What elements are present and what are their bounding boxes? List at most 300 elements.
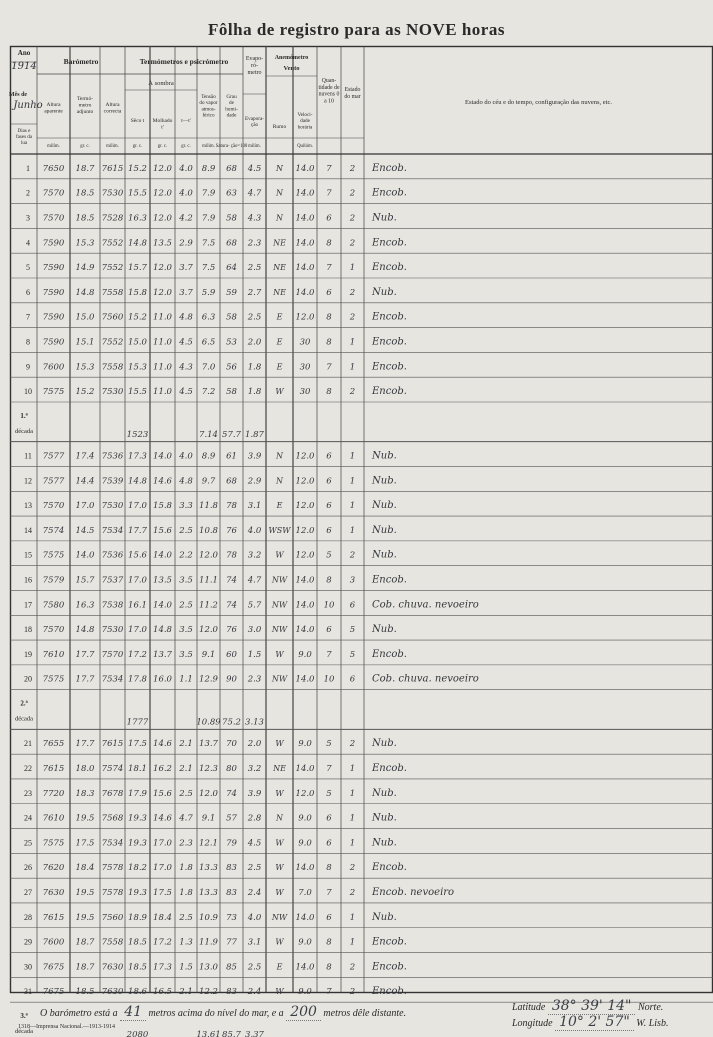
cell-value: 15.5: [128, 188, 147, 199]
cell-value: 13.7: [153, 649, 172, 660]
cell-value: 12.0: [199, 625, 218, 636]
cell-value: 7600: [42, 362, 65, 373]
cell-value: 12.2: [199, 987, 218, 998]
cell-value: 7537: [101, 575, 124, 586]
cell-value: 2: [349, 863, 356, 874]
cell-value: 9.7: [201, 476, 216, 487]
cell-value: 83: [226, 863, 237, 874]
sky-note: Encob.: [372, 961, 407, 973]
cell-value: 9.0: [298, 987, 312, 998]
cell-value: 7615: [101, 739, 124, 750]
cell-value: 1.8: [247, 362, 262, 373]
cell-value: 12.0: [153, 263, 172, 274]
cell-value: 7.5: [201, 263, 216, 274]
cell-value: 13.3: [199, 863, 218, 874]
decade-value: 3.37: [245, 1030, 264, 1037]
unit-label: gr. c.: [157, 144, 168, 149]
cell-value: 12.0: [295, 525, 315, 536]
cell-value: 15.7: [128, 263, 147, 274]
cell-value: 2.5: [247, 863, 262, 874]
cell-value: 2.3: [247, 238, 262, 249]
cell-value: 14.6: [153, 476, 172, 487]
cell-value: 7560: [101, 912, 124, 923]
cell-value: 2.5: [247, 312, 262, 323]
cell-value: 19.5: [75, 912, 95, 923]
cell-value: W: [275, 649, 284, 659]
cell-value: 15.6: [153, 525, 172, 536]
cell-value: 2.3: [179, 838, 193, 849]
cell-value: 14.0: [295, 764, 315, 775]
cell-value: 1.3: [179, 937, 193, 948]
evaporometro-header: Evapo-ró-metro: [245, 56, 264, 76]
cell-value: 30: [299, 337, 311, 348]
cell-value: 7.2: [201, 387, 216, 398]
cell-value: 9.0: [298, 649, 312, 660]
sky-note: Nub.: [372, 524, 397, 536]
day-number: 12: [24, 476, 32, 486]
cell-value: 15.2: [75, 387, 95, 398]
cell-value: 68: [226, 238, 237, 249]
sky-note: Encob.: [372, 386, 407, 398]
sky-note: Nub.: [372, 624, 397, 636]
cell-value: 2: [349, 550, 356, 561]
cell-value: 19.5: [75, 888, 95, 899]
cell-value: 11.0: [153, 312, 172, 323]
cell-value: 14.6: [153, 739, 172, 750]
cell-value: 5: [349, 625, 356, 636]
sky-note: Encob.: [372, 648, 407, 660]
cell-value: 15.0: [75, 312, 95, 323]
cell-value: 7579: [42, 575, 65, 586]
cell-value: 14.0: [295, 238, 315, 249]
decade-value: 85.7: [222, 1030, 241, 1037]
cell-value: 2: [349, 238, 356, 249]
cell-value: 2: [349, 739, 356, 750]
cell-value: 14.6: [153, 813, 172, 824]
day-number: 30: [24, 962, 32, 972]
cell-value: 5.7: [247, 600, 262, 611]
cell-value: 7575: [42, 387, 65, 398]
cell-value: 68: [226, 163, 237, 174]
cell-value: 2.1: [179, 764, 193, 775]
cell-value: 7558: [101, 362, 124, 373]
cell-value: 2.5: [179, 600, 193, 611]
cell-value: 3.5: [179, 625, 193, 636]
cell-value: NE: [273, 263, 286, 273]
cell-value: 7615: [42, 764, 65, 775]
cell-value: 5: [349, 649, 356, 660]
cell-value: 7.0: [298, 888, 312, 899]
cell-value: 3.1: [247, 501, 262, 512]
day-number: 24: [24, 813, 32, 823]
day-number: 8: [26, 337, 30, 347]
cell-value: 7: [326, 362, 332, 373]
decade-label: década: [14, 715, 34, 723]
cell-value: 12.0: [199, 550, 218, 561]
day-number: 21: [24, 739, 32, 749]
page-title: Fôlha de registro para as NOVE horas: [208, 20, 505, 39]
cell-value: 1: [349, 451, 356, 462]
cell-value: 12.0: [153, 287, 172, 298]
cell-value: 1.5: [179, 962, 193, 973]
cell-value: 7: [326, 188, 332, 199]
cell-value: 2.8: [247, 813, 262, 824]
anemometro-header: Anemómetro: [274, 55, 309, 61]
cell-value: 5.9: [201, 287, 216, 298]
cell-value: 2.5: [179, 788, 193, 799]
cell-value: 7530: [101, 501, 124, 512]
cell-value: 7570: [101, 649, 124, 660]
unit-label: gr. c.: [80, 144, 90, 149]
cell-value: 3.1: [247, 937, 262, 948]
cell-value: 1: [349, 788, 356, 799]
cell-value: 1: [349, 912, 356, 923]
sky-note: Encob.: [372, 574, 407, 586]
cell-value: 73: [226, 912, 237, 923]
cell-value: 15.2: [128, 312, 147, 323]
cell-value: 17.3: [153, 962, 172, 973]
baro-text-2: metros acima do nível do mar, e a: [148, 1008, 284, 1019]
cell-value: 16.5: [153, 987, 172, 998]
cell-value: 7568: [101, 813, 124, 824]
cell-value: 4.0: [247, 525, 262, 536]
termometros-header: Termómetros e psicrómetro: [139, 57, 229, 66]
cell-value: 30: [299, 362, 311, 373]
cell-value: 2.4: [247, 888, 262, 899]
cell-value: 3.7: [179, 263, 193, 274]
sky-note: Nub.: [372, 812, 397, 824]
sky-note: Cob. chuva. nevoeiro: [372, 673, 479, 685]
cell-value: 2.0: [247, 739, 262, 750]
decade-value: 1777: [126, 717, 149, 728]
day-number: 3: [26, 213, 30, 223]
cell-value: 7574: [101, 764, 124, 775]
cell-value: 7630: [101, 987, 124, 998]
cell-value: 13.5: [153, 238, 172, 249]
cell-value: N: [276, 188, 283, 198]
sky-note: Encob.: [372, 763, 407, 775]
cell-value: 8: [326, 962, 332, 973]
cell-value: 1: [349, 337, 356, 348]
cell-value: 17.7: [75, 739, 95, 750]
cell-value: 14.8: [153, 625, 172, 636]
cell-value: 14.9: [75, 263, 95, 274]
sky-note: Encob.: [372, 336, 407, 348]
cell-value: 14.0: [295, 600, 315, 611]
baro-text-3: metros dêle distante.: [323, 1008, 407, 1019]
cell-value: 17.2: [128, 649, 147, 660]
cell-value: 7575: [42, 550, 65, 561]
cell-value: 7630: [42, 888, 65, 899]
cell-value: 18.5: [128, 962, 147, 973]
mes-value: Junho: [13, 100, 43, 111]
cell-value: 4.8: [179, 312, 193, 323]
baro-col-correcta: Altura correcta: [103, 102, 122, 115]
cell-value: 13.5: [153, 575, 172, 586]
cell-value: 80: [226, 764, 237, 775]
cell-value: 7580: [42, 600, 65, 611]
cell-value: 7615: [101, 163, 124, 174]
day-number: 22: [24, 764, 32, 774]
cell-value: 18.0: [75, 764, 95, 775]
sky-note: Nub.: [372, 475, 397, 487]
cell-value: 18.9: [128, 912, 147, 923]
cell-value: 4.3: [247, 213, 262, 224]
cell-value: E: [276, 337, 283, 347]
cell-value: 7534: [101, 838, 124, 849]
cell-value: N: [276, 451, 283, 461]
decade-value: 13.61: [196, 1030, 221, 1037]
cell-value: NW: [271, 600, 288, 610]
cell-value: 14.0: [295, 163, 315, 174]
cell-value: 4.5: [179, 337, 193, 348]
cell-value: 18.5: [75, 987, 95, 998]
cell-value: 7: [326, 163, 332, 174]
cell-value: 2: [349, 312, 356, 323]
cell-value: 7720: [42, 788, 65, 799]
cell-value: 59: [226, 287, 237, 298]
cell-value: 7575: [42, 838, 65, 849]
cell-value: N: [276, 476, 283, 486]
cell-value: 9.0: [298, 937, 312, 948]
cell-value: 76: [226, 525, 237, 536]
cell-value: 5: [326, 788, 332, 799]
cell-value: 14.8: [75, 287, 95, 298]
day-number: 6: [26, 287, 30, 297]
cell-value: 10.9: [199, 912, 218, 923]
cell-value: 7675: [42, 987, 65, 998]
cell-value: W: [275, 937, 284, 947]
cell-value: 4.0: [179, 451, 193, 462]
cell-value: 4.3: [179, 362, 193, 373]
cell-value: NE: [273, 287, 286, 297]
baro-height: 41: [120, 1004, 146, 1021]
day-number: 18: [24, 625, 32, 635]
cell-value: 8: [326, 575, 332, 586]
cell-value: 2.5: [179, 525, 193, 536]
cell-value: 3.5: [179, 649, 193, 660]
cell-value: 7528: [101, 213, 124, 224]
cell-value: 11.1: [199, 575, 218, 586]
cell-value: 16.0: [153, 674, 172, 685]
cell-value: 7590: [42, 312, 65, 323]
cell-value: 17.5: [153, 888, 172, 899]
cell-value: 56: [226, 362, 237, 373]
cell-value: 7558: [101, 287, 124, 298]
cell-value: 4.7: [247, 575, 262, 586]
cell-value: 7538: [101, 600, 124, 611]
cell-value: 17.7: [128, 525, 147, 536]
cell-value: 8: [326, 937, 332, 948]
sky-note: Encob.: [372, 187, 407, 199]
cell-value: 53: [226, 337, 237, 348]
cell-value: 6: [326, 838, 332, 849]
cell-value: 2: [349, 213, 356, 224]
cell-value: 12.0: [295, 788, 315, 799]
unit-label: Satura- ção=100: [215, 144, 248, 149]
cell-value: 2: [349, 188, 356, 199]
cell-value: 2.4: [247, 987, 262, 998]
cell-value: 83: [226, 987, 237, 998]
cell-value: 90: [226, 674, 237, 685]
cell-value: 1: [349, 501, 356, 512]
cell-value: 3.7: [179, 287, 193, 298]
longitude-dir: W. Lisb.: [636, 1018, 669, 1029]
cell-value: 14.0: [153, 451, 172, 462]
cell-value: 18.7: [75, 937, 95, 948]
cell-value: 7590: [42, 238, 65, 249]
cell-value: 7558: [101, 937, 124, 948]
cell-value: 83: [226, 888, 237, 899]
cell-value: 14.4: [75, 476, 95, 487]
cell-value: 13.7: [199, 739, 218, 750]
vento-header: Vento: [283, 65, 300, 72]
baro-col-aparente: Altura aparente: [44, 102, 63, 115]
cell-value: 15.0: [128, 337, 147, 348]
cell-value: 85: [226, 962, 237, 973]
cell-value: 4.5: [247, 163, 262, 174]
cell-value: 10.8: [199, 525, 218, 536]
cell-value: 15.8: [128, 287, 147, 298]
cell-value: 7610: [42, 813, 65, 824]
cell-value: 15.3: [75, 362, 95, 373]
cell-value: 18.3: [75, 788, 95, 799]
cell-value: 7: [326, 764, 332, 775]
cell-value: 74: [226, 575, 237, 586]
ano-label: Ano: [17, 49, 31, 57]
cell-value: 8: [326, 387, 332, 398]
cell-value: 16.2: [153, 764, 172, 775]
cell-value: 18.4: [75, 863, 95, 874]
cell-value: 6: [326, 813, 332, 824]
cell-value: 14.0: [295, 213, 315, 224]
cell-value: 12.0: [295, 451, 315, 462]
cell-value: 15.6: [153, 788, 172, 799]
cell-value: 15.1: [75, 337, 95, 348]
cell-value: 15.2: [128, 163, 147, 174]
cell-value: 14.0: [295, 188, 315, 199]
cell-value: 14.0: [295, 863, 315, 874]
cell-value: 2.5: [247, 962, 262, 973]
cell-value: N: [276, 813, 283, 823]
sky-note: Encob. nevoeiro: [372, 887, 455, 899]
cell-value: 8: [326, 863, 332, 874]
estado-mar-header: Estado do mar: [344, 87, 361, 100]
cell-value: 4.7: [179, 813, 193, 824]
cell-value: 60: [226, 649, 237, 660]
cell-value: 12.0: [153, 213, 172, 224]
cell-value: 4.5: [179, 387, 193, 398]
cell-value: W: [275, 387, 284, 397]
decade-label: 3.ª: [20, 1012, 28, 1021]
cell-value: 6: [326, 525, 332, 536]
cell-value: 11.0: [153, 387, 172, 398]
cell-value: 19.3: [128, 888, 147, 899]
cell-value: 7536: [101, 451, 124, 462]
cell-value: 7530: [101, 387, 124, 398]
cell-value: 7: [326, 888, 332, 899]
cell-value: 15.3: [75, 238, 95, 249]
cell-value: 14.0: [295, 625, 315, 636]
cell-value: 17.7: [75, 674, 95, 685]
day-number: 14: [24, 525, 32, 535]
cell-value: 12.0: [295, 476, 315, 487]
cell-value: 7574: [42, 525, 65, 536]
cell-value: 57: [226, 813, 237, 824]
cell-value: 12.0: [199, 788, 218, 799]
cell-value: 17.0: [128, 501, 147, 512]
cell-value: 6: [326, 912, 332, 923]
term-col-humidade: Grau de humi-dade: [225, 94, 238, 119]
day-number: 5: [26, 263, 30, 273]
cell-value: W: [275, 888, 284, 898]
cell-value: 16.3: [128, 213, 147, 224]
cell-value: 7.9: [201, 188, 216, 199]
cell-value: 17.0: [75, 501, 95, 512]
cell-value: 7530: [101, 188, 124, 199]
longitude-value: 10° 2' 57": [555, 1014, 634, 1031]
day-number: 11: [24, 451, 32, 461]
cell-value: 7539: [101, 476, 124, 487]
cell-value: 13.3: [199, 888, 218, 899]
day-number: 29: [24, 937, 32, 947]
cell-value: 14.8: [128, 476, 147, 487]
cell-value: 7: [326, 649, 332, 660]
cell-value: 7630: [101, 962, 124, 973]
cell-value: 74: [226, 788, 237, 799]
barometro-header: Barómetro: [63, 57, 99, 66]
cell-value: 2.1: [179, 987, 193, 998]
cell-value: 15.3: [128, 362, 147, 373]
cell-value: 2.0: [247, 337, 262, 348]
cell-value: 7552: [101, 337, 124, 348]
day-number: 13: [24, 501, 32, 511]
sky-note: Encob.: [372, 262, 407, 274]
cell-value: 6: [326, 451, 332, 462]
vento-col-velocidade: Veloci-dade horária: [297, 112, 313, 131]
cell-value: 2.9: [179, 238, 193, 249]
mes-label: Mês de: [8, 92, 28, 98]
cell-value: N: [276, 213, 283, 223]
cell-value: 2.5: [247, 263, 262, 274]
cell-value: 2: [349, 387, 356, 398]
cell-value: 4.0: [247, 912, 262, 923]
cell-value: 3.5: [179, 575, 193, 586]
cell-value: 11.2: [199, 600, 218, 611]
cell-value: 1: [349, 263, 356, 274]
cell-value: 12.3: [199, 764, 218, 775]
cell-value: 15.7: [75, 575, 95, 586]
cell-value: 6: [326, 625, 332, 636]
decade-value: 3.13: [245, 717, 264, 728]
cell-value: 18.2: [128, 863, 147, 874]
unit-label: milím.: [202, 144, 215, 149]
cell-value: 14.8: [128, 238, 147, 249]
decade-value: 1523: [126, 429, 149, 440]
day-number: 9: [26, 362, 30, 372]
cell-value: 6: [326, 213, 332, 224]
cell-value: 11.8: [199, 501, 218, 512]
cell-value: 2.3: [247, 674, 262, 685]
cell-value: 7590: [42, 263, 65, 274]
day-number: 10: [24, 387, 32, 397]
quantidade-header: Quan-tidade de nuvens 0 a 10: [318, 78, 340, 105]
cell-value: 78: [226, 550, 237, 561]
cell-value: 6: [326, 501, 332, 512]
sky-note: Cob. chuva. nevoeiro: [372, 599, 479, 611]
sky-note: Encob.: [372, 237, 407, 249]
sky-note: Nub.: [372, 500, 397, 512]
